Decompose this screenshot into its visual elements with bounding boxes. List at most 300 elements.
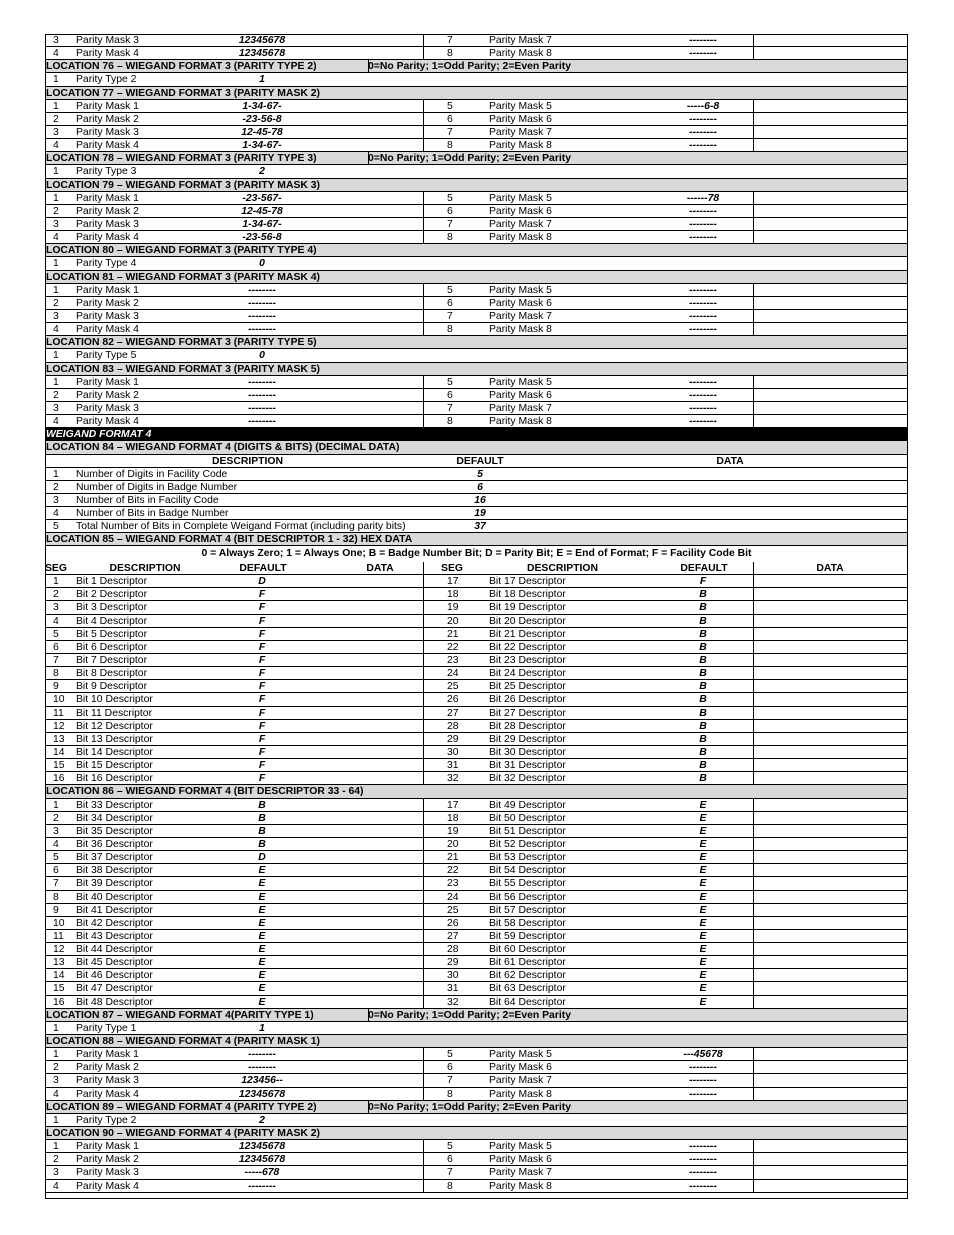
column-divider — [753, 812, 754, 825]
description: Bit 34 Descriptor — [76, 812, 153, 824]
seg-number: 6 — [447, 1154, 453, 1166]
column-divider — [423, 402, 424, 415]
bit-descriptor-row — [45, 904, 908, 917]
column-divider — [753, 720, 754, 733]
seg-number: 4 — [53, 324, 59, 336]
digits-bits-row — [45, 481, 908, 494]
column-divider — [423, 1048, 424, 1061]
column-divider — [423, 759, 424, 772]
location-title: LOCATION 85 – WIEGAND FORMAT 4 (BIT DESCRIPTOR 1 - 32) HEX DATA — [46, 534, 413, 546]
bit-descriptor-row — [45, 759, 908, 772]
default-value: -------- — [689, 1075, 717, 1087]
default-value: F — [258, 602, 266, 614]
parity-mask-row — [45, 389, 908, 402]
parity-mask-row — [45, 1140, 908, 1153]
column-divider — [423, 838, 424, 851]
column-divider — [423, 641, 424, 654]
parity-legend: 0=No Parity; 1=Odd Parity; 2=Even Parity — [368, 61, 571, 73]
column-divider — [753, 628, 754, 641]
location-title: LOCATION 76 – WIEGAND FORMAT 3 (PARITY TYPE 2) — [46, 61, 317, 73]
seg-number: 8 — [447, 232, 453, 244]
description: Bit 43 Descriptor — [76, 930, 153, 942]
default-value: 6 — [477, 481, 483, 493]
column-divider — [423, 218, 424, 231]
seg-number: 2 — [53, 297, 59, 309]
legend-text: 0 = Always Zero; 1 = Always One; B = Badge Number Bit; D = Parity Bit; E = End of Format; F = Facility Code Bit — [201, 548, 752, 560]
parity-mask-row — [45, 376, 908, 389]
column-divider — [753, 838, 754, 851]
bit-descriptor-row — [45, 851, 908, 864]
seg-number: 8 — [53, 891, 59, 903]
location-title: LOCATION 90 – WIEGAND FORMAT 4 (PARITY MASK 2) — [46, 1128, 321, 1140]
seg-number: 1 — [53, 74, 59, 86]
parity-mask-row — [45, 1061, 908, 1074]
description: Parity Mask 7 — [489, 35, 552, 46]
default-value: E — [258, 930, 266, 942]
column-divider — [753, 851, 754, 864]
description: Bit 4 Descriptor — [76, 615, 148, 627]
location-title: LOCATION 83 – WIEGAND FORMAT 3 (PARITY MASK 5) — [46, 363, 321, 375]
default-value: 16 — [474, 494, 486, 506]
column-divider — [753, 402, 754, 415]
description: Parity Mask 6 — [489, 389, 552, 401]
description: Bit 45 Descriptor — [76, 957, 153, 969]
parity-mask-row — [45, 1153, 908, 1166]
description: Parity Mask 5 — [489, 192, 552, 204]
description: Bit 15 Descriptor — [76, 760, 153, 772]
parity-legend: 0=No Parity; 1=Odd Parity; 2=Even Parity — [368, 153, 571, 165]
default-value: 12-45-78 — [241, 126, 283, 138]
default-value: 12345678 — [238, 1141, 286, 1153]
column-divider — [753, 192, 754, 205]
default-value: 2 — [259, 1114, 265, 1126]
description: Parity Mask 1 — [76, 284, 139, 296]
column-divider — [753, 799, 754, 812]
parity-mask-row — [45, 1088, 908, 1101]
column-divider — [753, 139, 754, 152]
column-divider — [753, 205, 754, 218]
bit-descriptor-row — [45, 667, 908, 680]
description: Parity Mask 2 — [76, 389, 139, 401]
description: Parity Mask 5 — [489, 1049, 552, 1061]
description: Parity Mask 7 — [489, 1075, 552, 1087]
seg-number: 2 — [53, 589, 59, 601]
seg-number: 27 — [447, 930, 459, 942]
column-divider — [423, 562, 424, 575]
description: Bit 36 Descriptor — [76, 838, 153, 850]
description: Bit 51 Descriptor — [489, 825, 566, 837]
default-value: F — [258, 654, 266, 666]
default-value: F — [258, 641, 266, 653]
column-divider — [423, 415, 424, 428]
default-value: 12345678 — [238, 1088, 286, 1100]
default-value: -------- — [689, 218, 717, 230]
default-value: -------- — [689, 297, 717, 309]
default-value: 1 — [259, 74, 265, 86]
column-divider — [423, 34, 424, 47]
description: Parity Mask 7 — [489, 310, 552, 322]
parity-mask-row — [45, 1048, 908, 1061]
seg-number: 6 — [447, 389, 453, 401]
column-divider — [423, 969, 424, 982]
seg-number: 19 — [447, 825, 459, 837]
location-title: LOCATION 82 – WIEGAND FORMAT 3 (PARITY TYPE 5) — [46, 337, 317, 349]
default-value: F — [258, 720, 266, 732]
description: Parity Mask 8 — [489, 416, 552, 428]
description: Parity Mask 1 — [76, 376, 139, 388]
col-data: DATA — [816, 562, 844, 574]
column-divider — [423, 720, 424, 733]
description: Parity Mask 7 — [489, 1167, 552, 1179]
location-header — [45, 1101, 908, 1114]
description: Bit 8 Descriptor — [76, 668, 148, 680]
seg-number: 8 — [447, 324, 453, 336]
description: Bit 42 Descriptor — [76, 917, 153, 929]
seg-number: 7 — [53, 878, 59, 890]
description: Bit 52 Descriptor — [489, 838, 566, 850]
location-title: LOCATION 80 – WIEGAND FORMAT 3 (PARITY TYPE 4) — [46, 245, 317, 257]
column-divider — [423, 864, 424, 877]
default-value: -------- — [689, 284, 717, 296]
default-value: F — [258, 746, 266, 758]
default-value: E — [699, 904, 707, 916]
seg-number: 9 — [53, 904, 59, 916]
location-title: LOCATION 79 – WIEGAND FORMAT 3 (PARITY MASK 3) — [46, 179, 321, 191]
column-divider — [423, 825, 424, 838]
default-value: E — [699, 970, 707, 982]
description: Bit 20 Descriptor — [489, 615, 566, 627]
description: Total Number of Bits in Complete Weigand Format (including parity bits) — [76, 521, 406, 533]
description: Parity Mask 4 — [76, 1180, 139, 1192]
description: Parity Mask 1 — [76, 192, 139, 204]
default-value: B — [699, 654, 707, 666]
column-divider — [753, 588, 754, 601]
default-value: E — [258, 865, 266, 877]
description: Parity Mask 8 — [489, 1088, 552, 1100]
column-divider — [753, 654, 754, 667]
seg-number: 1 — [53, 468, 59, 480]
column-divider — [753, 615, 754, 628]
parity-mask-row — [45, 100, 908, 113]
description: Number of Digits in Facility Code — [76, 468, 228, 480]
parity-mask-row — [45, 205, 908, 218]
parity-mask-row — [45, 113, 908, 126]
default-value: 2 — [259, 166, 265, 178]
description: Parity Mask 3 — [76, 402, 139, 414]
column-divider — [423, 1180, 424, 1193]
description: Parity Mask 7 — [489, 402, 552, 414]
seg-number: 2 — [53, 389, 59, 401]
description: Bit 62 Descriptor — [489, 970, 566, 982]
default-value: 1-34-67- — [242, 218, 282, 230]
column-header-row — [45, 562, 908, 575]
default-value: -------- — [689, 205, 717, 217]
description: Bit 55 Descriptor — [489, 878, 566, 890]
location-title: LOCATION 87 – WIEGAND FORMAT 4(PARITY TYPE 1) — [46, 1009, 314, 1021]
default-value: B — [699, 720, 707, 732]
default-value: B — [699, 681, 707, 693]
column-divider — [753, 759, 754, 772]
default-value: -23-56-8 — [242, 113, 282, 125]
default-value: F — [258, 694, 266, 706]
parity-mask-row — [45, 218, 908, 231]
description: Parity Mask 2 — [76, 1062, 139, 1074]
description: Bit 7 Descriptor — [76, 654, 148, 666]
column-divider — [753, 956, 754, 969]
column-divider — [753, 310, 754, 323]
column-divider — [753, 218, 754, 231]
description: Number of Bits in Badge Number — [76, 508, 229, 520]
default-value: -------- — [689, 324, 717, 336]
default-value: -------- — [248, 376, 276, 388]
column-divider — [368, 1101, 369, 1114]
column-divider — [423, 930, 424, 943]
col-data: DATA — [366, 562, 394, 574]
parity-mask-row — [45, 284, 908, 297]
description: Bit 63 Descriptor — [489, 983, 566, 995]
seg-number: 1 — [53, 1022, 59, 1034]
column-divider — [753, 641, 754, 654]
seg-number: 22 — [447, 641, 459, 653]
description: Parity Mask 5 — [489, 284, 552, 296]
bit-descriptor-row — [45, 641, 908, 654]
parity-type-row — [45, 257, 908, 270]
description: Bit 19 Descriptor — [489, 602, 566, 614]
seg-number: 5 — [447, 1049, 453, 1061]
seg-number: 31 — [447, 983, 459, 995]
default-value: ---45678 — [683, 1049, 723, 1061]
column-divider — [423, 1153, 424, 1166]
seg-number: 27 — [447, 707, 459, 719]
description: Parity Mask 4 — [76, 324, 139, 336]
seg-number: 11 — [53, 930, 64, 942]
seg-number: 9 — [53, 681, 59, 693]
seg-number: 1 — [53, 258, 59, 270]
column-divider — [753, 1061, 754, 1074]
seg-number: 2 — [53, 113, 59, 125]
default-value: B — [699, 773, 707, 785]
column-divider — [423, 996, 424, 1009]
column-divider — [423, 1140, 424, 1153]
default-value: F — [258, 733, 266, 745]
seg-number: 8 — [447, 48, 453, 60]
col-description: DESCRIPTION — [526, 562, 598, 574]
default-value: -------- — [248, 416, 276, 428]
column-divider — [753, 772, 754, 785]
default-value: B — [258, 799, 266, 811]
seg-number: 7 — [447, 310, 453, 322]
parity-mask-row — [45, 231, 908, 244]
description: Bit 25 Descriptor — [489, 681, 566, 693]
bit-descriptor-row — [45, 917, 908, 930]
seg-number: 5 — [447, 100, 453, 112]
default-value: F — [258, 707, 266, 719]
location-header — [45, 87, 908, 100]
description: Bit 49 Descriptor — [489, 799, 566, 811]
default-value: 5 — [477, 468, 483, 480]
seg-number: 23 — [447, 878, 459, 890]
column-divider — [423, 1088, 424, 1101]
description: Bit 40 Descriptor — [76, 891, 153, 903]
default-value: -23-56-8 — [242, 232, 282, 244]
seg-number: 31 — [447, 760, 459, 772]
default-value: F — [258, 615, 266, 627]
description: Bit 22 Descriptor — [489, 641, 566, 653]
description: Parity Mask 3 — [76, 1075, 139, 1087]
description: Parity Mask 8 — [489, 48, 552, 60]
col-default: DEFAULT — [680, 562, 728, 574]
default-value: B — [699, 707, 707, 719]
bit-descriptor-row — [45, 799, 908, 812]
default-value: E — [699, 878, 707, 890]
description: Parity Mask 6 — [489, 1154, 552, 1166]
seg-number: 15 — [53, 983, 65, 995]
description: Parity Mask 6 — [489, 297, 552, 309]
description: Bit 13 Descriptor — [76, 733, 153, 745]
column-divider — [423, 297, 424, 310]
description: Bit 5 Descriptor — [76, 628, 148, 640]
seg-number: 6 — [447, 113, 453, 125]
bit-descriptor-row — [45, 720, 908, 733]
description: Parity Mask 4 — [76, 48, 139, 60]
location-title: LOCATION 86 – WIEGAND FORMAT 4 (BIT DESCRIPTOR 33 - 64) — [46, 786, 364, 798]
format-banner — [45, 428, 908, 441]
description: Parity Type 2 — [76, 74, 137, 86]
column-divider — [423, 284, 424, 297]
col-description: DESCRIPTION — [211, 455, 283, 467]
location-header — [45, 152, 908, 165]
column-divider — [753, 707, 754, 720]
column-divider — [423, 667, 424, 680]
seg-number: 2 — [53, 1062, 59, 1074]
description: Parity Mask 6 — [489, 1062, 552, 1074]
seg-number: 3 — [53, 494, 59, 506]
default-value: F — [699, 576, 707, 588]
default-value: F — [258, 773, 266, 785]
description: Bit 21 Descriptor — [489, 628, 566, 640]
seg-number: 29 — [447, 957, 459, 969]
description: Parity Mask 3 — [76, 310, 139, 322]
default-value: -------- — [689, 35, 717, 46]
default-value: F — [258, 681, 266, 693]
seg-number: 20 — [447, 838, 459, 850]
column-divider — [753, 1048, 754, 1061]
description: Bit 1 Descriptor — [76, 576, 148, 588]
seg-number: 28 — [447, 720, 459, 732]
default-value: -------- — [248, 1049, 276, 1061]
seg-number: 29 — [447, 733, 459, 745]
seg-number: 5 — [53, 628, 59, 640]
default-value: E — [699, 812, 707, 824]
parity-mask-row — [45, 1180, 908, 1193]
location-header — [45, 179, 908, 192]
default-value: -------- — [689, 48, 717, 60]
column-divider — [753, 1074, 754, 1087]
column-divider — [753, 1153, 754, 1166]
default-value: B — [699, 668, 707, 680]
description: Bit 10 Descriptor — [76, 694, 153, 706]
location-header — [45, 244, 908, 257]
default-value: E — [258, 970, 266, 982]
seg-number: 1 — [53, 376, 59, 388]
column-divider — [753, 575, 754, 588]
seg-number: 6 — [53, 641, 59, 653]
column-divider — [753, 680, 754, 693]
seg-number: 25 — [447, 681, 459, 693]
bit-descriptor-row — [45, 654, 908, 667]
seg-number: 8 — [447, 1088, 453, 1100]
seg-number: 25 — [447, 904, 459, 916]
default-value: -------- — [248, 1180, 276, 1192]
column-divider — [753, 904, 754, 917]
default-value: -------- — [689, 389, 717, 401]
column-divider — [753, 231, 754, 244]
default-value: F — [258, 668, 266, 680]
column-divider — [423, 1166, 424, 1179]
column-divider — [423, 113, 424, 126]
description: Bit 41 Descriptor — [76, 904, 153, 916]
column-divider — [423, 139, 424, 152]
location-header — [45, 271, 908, 284]
seg-number: 13 — [53, 957, 65, 969]
description: Parity Mask 6 — [489, 113, 552, 125]
seg-number: 4 — [53, 1180, 59, 1192]
parity-mask-row — [45, 310, 908, 323]
column-divider — [423, 389, 424, 402]
column-divider — [423, 812, 424, 825]
location-header — [45, 1127, 908, 1140]
default-value: E — [258, 983, 266, 995]
default-value: 1-34-67- — [242, 100, 282, 112]
seg-number: 26 — [447, 917, 459, 929]
location-title: LOCATION 88 – WIEGAND FORMAT 4 (PARITY MASK 1) — [46, 1036, 321, 1048]
seg-number: 12 — [53, 944, 65, 956]
seg-number: 6 — [53, 865, 59, 877]
bit-descriptor-row — [45, 891, 908, 904]
description: Parity Mask 7 — [489, 126, 552, 138]
default-value: -------- — [689, 416, 717, 428]
location-header — [45, 336, 908, 349]
location-header — [45, 533, 908, 546]
description: Parity Mask 2 — [76, 113, 139, 125]
parity-type-row — [45, 1022, 908, 1035]
description: Parity Mask 4 — [76, 416, 139, 428]
description: Parity Type 1 — [76, 1022, 137, 1034]
description: Parity Mask 1 — [76, 100, 139, 112]
seg-number: 5 — [447, 284, 453, 296]
default-value: -----678 — [244, 1167, 280, 1179]
seg-number: 6 — [447, 205, 453, 217]
seg-number: 8 — [447, 416, 453, 428]
column-divider — [423, 1074, 424, 1087]
default-value: -------- — [689, 232, 717, 244]
column-divider — [423, 654, 424, 667]
column-divider — [423, 205, 424, 218]
parity-mask-row — [45, 47, 908, 60]
description: Bit 44 Descriptor — [76, 944, 153, 956]
seg-number: 1 — [53, 576, 59, 588]
column-divider — [423, 904, 424, 917]
parity-mask-row — [45, 402, 908, 415]
column-divider — [753, 693, 754, 706]
seg-number: 4 — [53, 838, 59, 850]
location-title: LOCATION 81 – WIEGAND FORMAT 3 (PARITY MASK 4) — [46, 271, 321, 283]
seg-number: 1 — [53, 192, 59, 204]
seg-number: 4 — [53, 1088, 59, 1100]
default-value: -------- — [689, 140, 717, 152]
default-value: E — [258, 891, 266, 903]
bit-descriptor-row — [45, 733, 908, 746]
